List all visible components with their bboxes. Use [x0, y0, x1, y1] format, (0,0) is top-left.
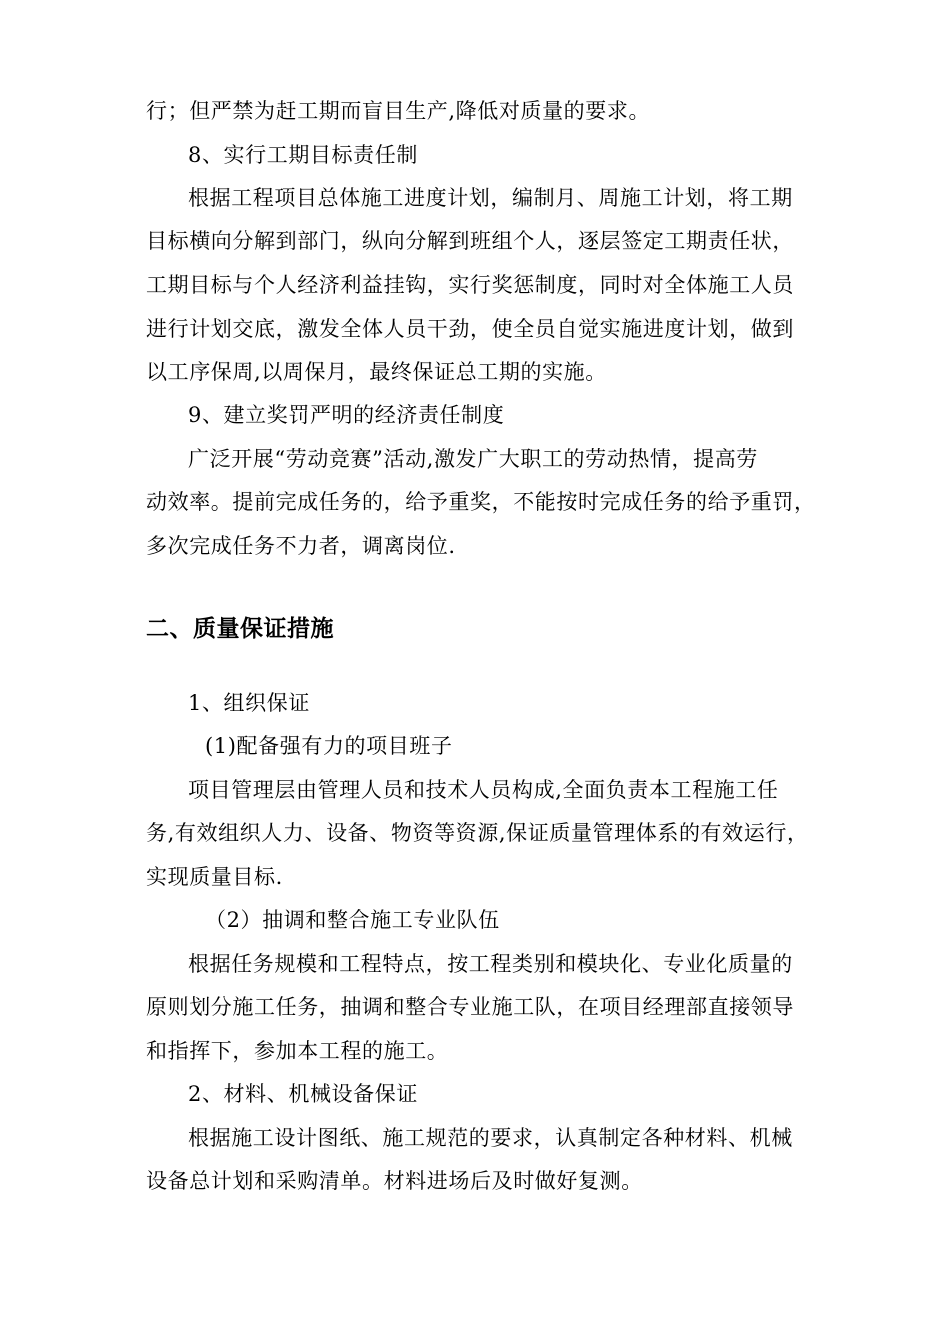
subheading-1-1: (1)配备强有力的项目班子 [205, 734, 453, 758]
paragraph-line: 根据工程项目总体施工进度计划，编制月、周施工计划，将工期 [188, 186, 793, 210]
paragraph-line: 进行计划交底，激发全体人员干劲，使全员自觉实施进度计划，做到 [146, 317, 794, 341]
paragraph-line: 务,有效组织人力、设备、物资等资源,保证质量管理体系的有效运行， [146, 821, 809, 845]
paragraph-line: 目标横向分解到部门，纵向分解到班组个人，逐层签定工期责任状， [146, 229, 794, 253]
paragraph-line: 和指挥下，参加本工程的施工。 [146, 1039, 449, 1063]
paragraph-line: 原则划分施工任务，抽调和整合专业施工队，在项目经理部直接领导 [146, 995, 794, 1019]
subheading-1: 1、组织保证 [188, 691, 310, 715]
paragraph-line: 设备总计划和采购清单。材料进场后及时做好复测。 [146, 1169, 643, 1193]
paragraph-line: 广泛开展“劳动竞赛”活动,激发广大职工的劳动热情，提高劳 [188, 447, 758, 471]
paragraph-line: 项目管理层由管理人员和技术人员构成,全面负责本工程施工任 [188, 778, 779, 802]
paragraph-line: 根据任务规模和工程特点，按工程类别和模块化、专业化质量的 [188, 952, 793, 976]
paragraph-line: 多次完成任务不力者，调离岗位. [146, 534, 456, 558]
subheading-8: 8、实行工期目标责任制 [188, 143, 418, 167]
section-heading: 二、质量保证措施 [146, 616, 334, 642]
paragraph-line: 动效率。提前完成任务的，给予重奖，不能按时完成任务的给予重罚， [146, 490, 816, 514]
paragraph-line: 根据施工设计图纸、施工规范的要求，认真制定各种材料、机械 [188, 1126, 793, 1150]
paragraph-line: 工期目标与个人经济利益挂钩，实行奖惩制度，同时对全体施工人员 [146, 273, 794, 297]
subheading-9: 9、建立奖罚严明的经济责任制度 [188, 403, 505, 427]
paragraph-line: 以工序保周,以周保月，最终保证总工期的实施。 [146, 360, 607, 384]
subheading-2: 2、材料、机械设备保证 [188, 1082, 418, 1106]
subheading-1-2: （2）抽调和整合施工专业队伍 [205, 908, 500, 932]
paragraph-line: 实现质量目标. [146, 865, 283, 889]
paragraph-line: 行；但严禁为赶工期而盲目生产,降低对质量的要求。 [146, 99, 651, 123]
